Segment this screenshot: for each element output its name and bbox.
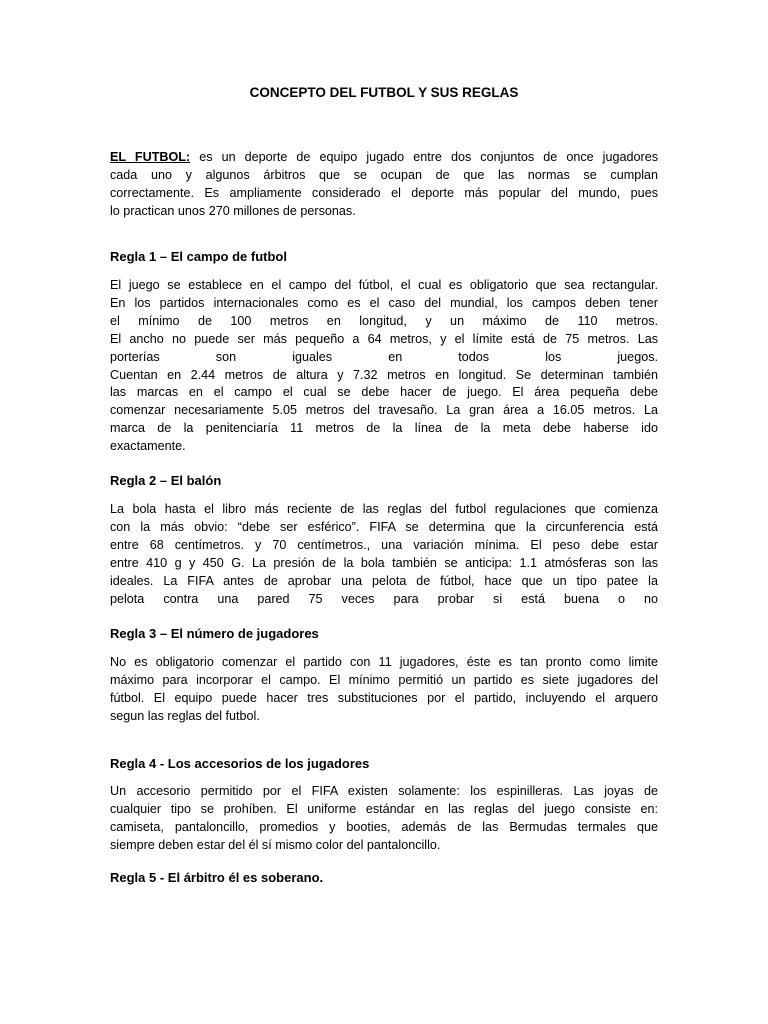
rule-2-line: pelota contra una pared 75 veces para probar si está buena o no xyxy=(110,591,658,606)
rule-3-line: segun las reglas del futbol. xyxy=(110,708,260,723)
rule-4-body xyxy=(110,783,658,855)
rule-3-paragraph xyxy=(110,654,658,726)
intro-paragraph xyxy=(110,149,658,221)
rule-1-line: comenzar necesariamente 5.05 metros del travesaño. La gran área a 16.05 metros. La xyxy=(110,403,658,418)
rule-1-section xyxy=(110,248,658,266)
rule-2-paragraph xyxy=(110,501,658,608)
rule-1-line: porterías son iguales en todos los juegos. xyxy=(110,349,658,364)
rule-3-line: fútbol. El equipo puede hacer tres substituciones por el partido, incluyendo el arquero xyxy=(110,690,658,705)
rule-1-line: El juego se establece en el campo del fútbol, el cual es obligatorio que sea rectangular. xyxy=(110,278,658,292)
rule-5-heading: Regla 5 - El árbitro él es soberano. xyxy=(110,870,324,885)
rule-2-section xyxy=(110,472,658,490)
rule-1-heading: Regla 1 – El campo de futbol xyxy=(110,249,287,264)
rule-4-heading: Regla 4 - Los accesorios de los jugadores xyxy=(110,756,370,771)
rule-4-section xyxy=(110,755,658,773)
rule-1-line: las marcas en el campo el cual se debe hacer de juego. El área pequeña debe xyxy=(110,385,658,400)
rule-1-line: En los partidos internacionales como es el caso del mundial, los campos deben tener xyxy=(110,295,658,310)
rule-2-line: ideales. La FIFA antes de aprobar una pelota de fútbol, hace que un tipo patee la xyxy=(110,573,658,588)
rule-5-section xyxy=(110,869,658,887)
rule-3-body xyxy=(110,654,658,726)
rule-2-line: entre 410 g y 450 G. La presión de la bola también se anticipa: 1.1 atmósferas son las xyxy=(110,555,658,570)
rule-1-line: El ancho no puede ser más pequeño a 64 metros, y el límite está de 75 metros. Las xyxy=(110,331,658,346)
intro-section xyxy=(110,149,658,221)
rule-3-section xyxy=(110,625,658,643)
document-title: CONCEPTO DEL FUTBOL Y SUS REGLAS xyxy=(249,85,519,100)
intro-line: correctamente. Es ampliamente considerado el deporte más popular del mundo, pues xyxy=(110,185,658,200)
rule-4-line: cualquier tipo se prohíben. El uniforme estándar en las reglas del juego consiste en: xyxy=(110,801,658,816)
rule-1-line: el mínimo de 100 metros en longitud, y un máximo de 110 metros. xyxy=(110,313,658,328)
rule-3-heading: Regla 3 – El número de jugadores xyxy=(110,626,319,641)
rule-1-line: exactamente. xyxy=(110,439,186,454)
rule-1-line: marca de la penitenciaría 11 metros de la línea de la meta debe haberse ido xyxy=(110,421,658,436)
rule-2-line: con la más obvio: “debe ser esférico”. FIFA se determina que la circunferencia está xyxy=(110,519,658,534)
rule-4-line: camiseta, pantaloncillo, promedios y booties, además de las Bermudas termales que xyxy=(110,819,658,834)
rule-4-paragraph xyxy=(110,783,658,855)
rule-4-line: Un accesorio permitido por el FIFA existen solamente: los espinilleras. Las joyas de xyxy=(110,784,658,798)
intro-lead: EL FUTBOL: xyxy=(110,150,191,164)
rule-2-line: entre 68 centímetros. y 70 centímetros., una variación mínima. El peso debe estar xyxy=(110,537,658,552)
rule-2-heading: Regla 2 – El balón xyxy=(110,473,222,488)
rule-3-line: No es obligatorio comenzar el partido con 11 jugadores, éste es tan pronto como limite xyxy=(110,655,658,669)
rule-2-line: La bola hasta el libro más reciente de las reglas del futbol regulaciones que comienza xyxy=(110,502,658,516)
rule-1-body xyxy=(110,277,658,456)
intro-line: lo practican unos 270 millones de personas. xyxy=(110,203,356,218)
rule-2-body xyxy=(110,501,658,608)
rule-3-line: máximo para incorporar el campo. El mínimo permitió un partido es siete jugadores del xyxy=(110,672,658,687)
intro-line: EL FUTBOL: es un deporte de equipo jugado entre dos conjuntos de once jugadores xyxy=(110,150,658,164)
intro-line: cada uno y algunos árbitros que se ocupan de que las normas se cumplan xyxy=(110,167,658,182)
rule-4-line: siempre deben estar del él sí mismo color del pantaloncillo. xyxy=(110,837,441,852)
rule-1-line: Cuentan en 2.44 metros de altura y 7.32 metros en longitud. Se determinan también xyxy=(110,367,658,382)
rule-1-paragraph xyxy=(110,277,658,456)
